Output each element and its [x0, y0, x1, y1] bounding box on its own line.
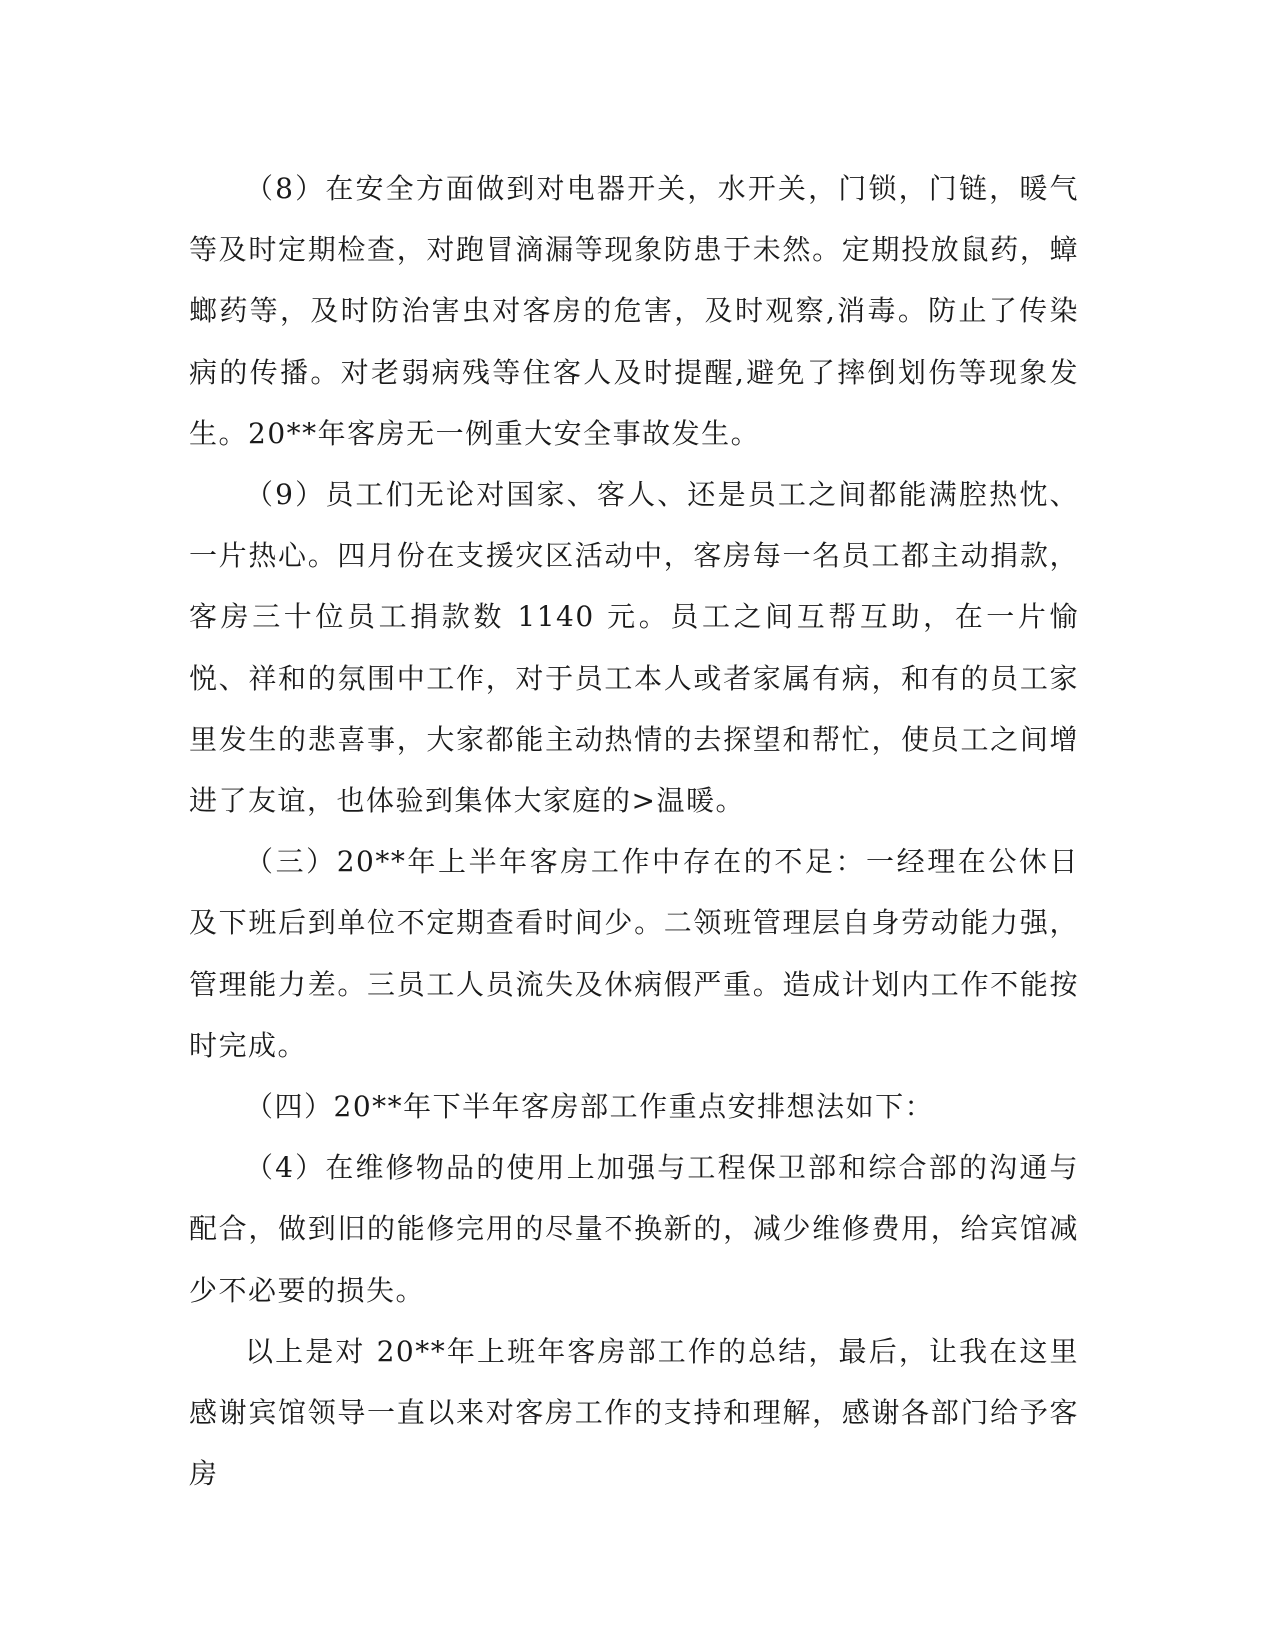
document-body [189, 158, 1079, 1504]
paragraph-maintenance: （4）在维修物品的使用上加强与工程保卫部和综合部的沟通与配合，做到旧的能修完用的尽量不换新的，减少维修费用，给宾馆减少不必要的损失。 [189, 1151, 1079, 1307]
paragraph-shortcomings: （三）20**年上半年客房工作中存在的不足：一经理在公休日及下班后到单位不定期查看时间少。二领班管理层自身劳动能力强，管理能力差。三员工人员流失及休病假严重。造成计划内工作不能按时完成。 [189, 845, 1079, 1062]
paragraph-conclusion: 以上是对 20**年上班年客房部工作的总结，最后，让我在这里感谢宾馆领导一直以来对客房工作的支持和理解，感谢各部门给予客房 [189, 1334, 1079, 1491]
paragraph-staff-solidarity: （9）员工们无论对国家、客人、还是员工之间都能满腔热忱、一片热心。四月份在支援灾区活动中，客房每一名员工都主动捐款，客房三十位员工捐款数 1140 元。员工之间互帮互助，在一片愉悦、祥和的氛围中工作，对于员工本人或者家属有病，和有的员工家里发生的悲喜事，大家都能主动热情的去探望和帮忙，使员工之间增进了友谊，也体验到集体大家庭的>温暖。 [189, 478, 1079, 818]
paragraph-second-half-plan-heading: （四）20**年下半年客房部工作重点安排想法如下： [245, 1090, 935, 1124]
paragraph-safety: （8）在安全方面做到对电器开关，水开关，门锁，门链，暖气等及时定期检查，对跑冒滴漏等现象防患于未然。定期投放鼠药，蟑螂药等，及时防治害虫对客房的危害，及时观察,消毒。防止了传染病的传播。对老弱病残等住客人及时提醒,避免了摔倒划伤等现象发生。20**年客房无一例重大安全事故发生。 [189, 172, 1079, 450]
